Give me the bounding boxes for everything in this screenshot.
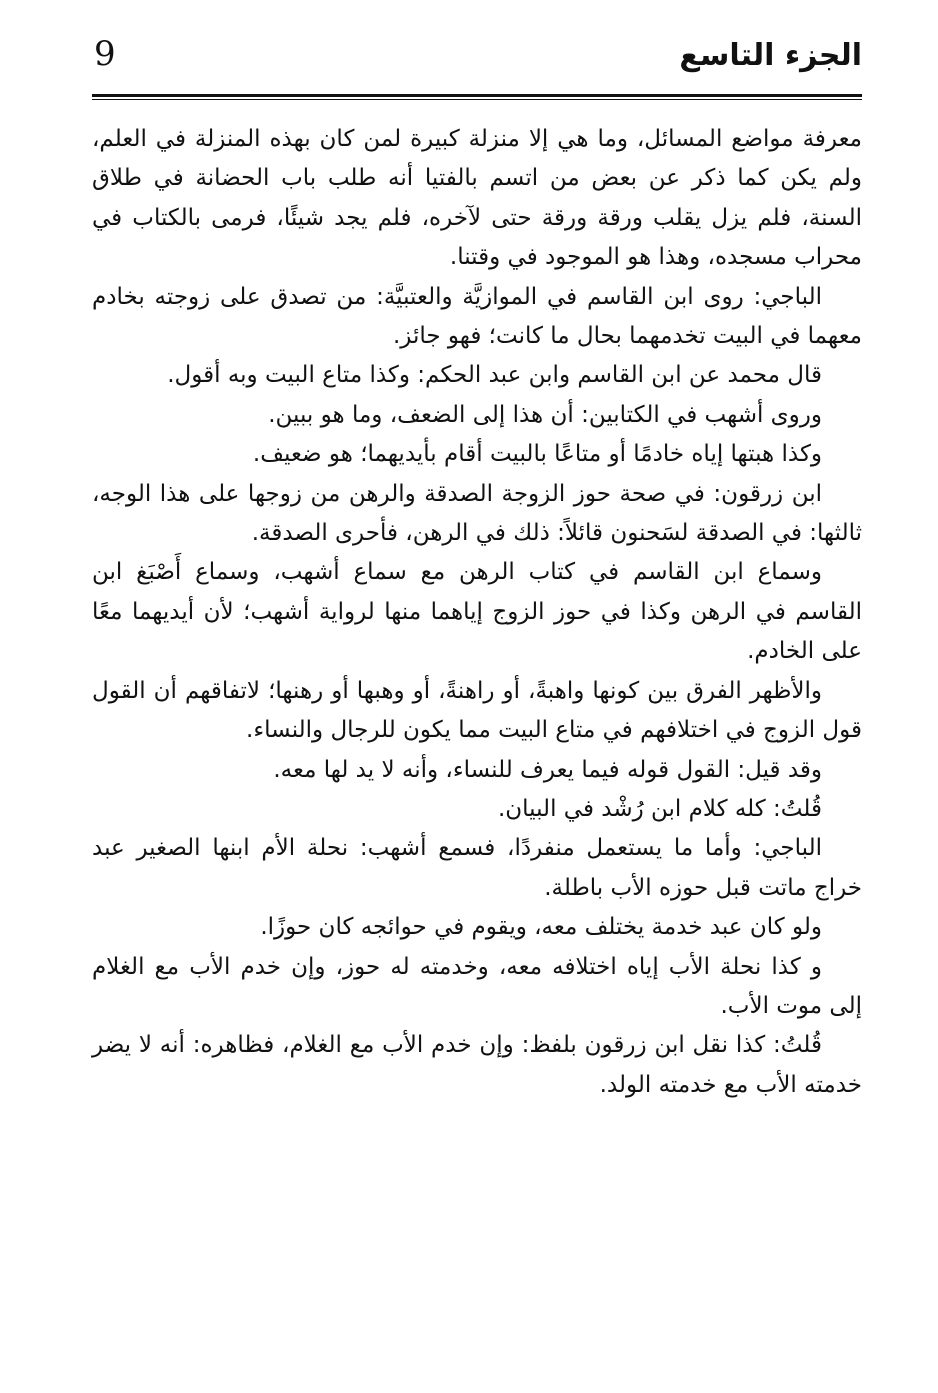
page-header (92, 30, 862, 94)
paragraph: قال محمد عن ابن القاسم وابن عبد الحكم: وكذا متاع البيت وبه أقول. (167, 362, 822, 389)
paragraph: ولو كان عبد خدمة يختلف معه، ويقوم في حوائجه كان حوزًا. (260, 914, 822, 941)
header-rule (92, 94, 862, 97)
paragraph: وقد قيل: القول قوله فيما يعرف للنساء، وأنه لا يد لها معه. (273, 756, 822, 783)
paragraph: وروى أشهب في الكتابين: أن هذا إلى الضعف، وما هو ببين. (268, 401, 822, 428)
body-text (92, 120, 862, 1105)
paragraph: وكذا هبتها إياه خادمًا أو متاعًا بالبيت أقام بأيديهما؛ هو ضعيف. (252, 441, 822, 468)
page-number: 9 (94, 34, 116, 74)
paragraph: وسماع ابن القاسم في كتاب الرهن مع سماع أشهب، وسماع أَصْبَغ ابن القاسم في الرهن وكذا في حوز الزوج إياهما منها لرواية أشهب؛ لأن أيديهما معًا على الخادم. (92, 559, 862, 665)
header-rule-thin (92, 99, 862, 100)
paragraph: معرفة مواضع المسائل، وما هي إلا منزلة كبيرة لمن كان بهذه المنزلة في العلم، ولم يكن كما ذكر عن بعض من اتسم بالفتيا أنه طلب باب الحضانة في طلاق السنة، فلم يزل يقلب ورقة ورقة حتى لآخره، فلم يجد شيئًا، فرمى بالكتاب في محراب مسجده، وهذا هو الموجود في وقتنا. (92, 126, 862, 271)
paragraph: قُلتُ: كله كلام ابن رُشْد في البيان. (497, 795, 822, 822)
paragraph: الباجي: وأما ما يستعمل منفردًا، فسمع أشهب: نحلة الأم ابنها الصغير عبد خراج ماتت قبل حوزه الأب باطلة. (92, 835, 862, 901)
paragraph: الباجي: روى ابن القاسم في الموازيَّة والعتبيَّة: من تصدق على زوجته بخادم معهما في البيت تخدمهما بحال ما كانت؛ فهو جائز. (92, 283, 862, 350)
paragraph: ابن زرقون: في صحة حوز الزوجة الصدقة والرهن من زوجها على هذا الوجه، ثالثها: في الصدقة لسَحنون قائلاً: ذلك في الرهن، فأحرى الصدقة. (92, 480, 862, 547)
paragraph: والأظهر الفرق بين كونها واهبةً، أو راهنةً، أو وهبها أو رهنها؛ لاتفاقهم أن القول قول الزوج في اختلافهم في متاع البيت مما يكون للرجال والنساء. (92, 677, 862, 744)
paragraph: قُلتُ: كذا نقل ابن زرقون بلفظ: وإن خدم الأب مع الغلام، فظاهره: أنه لا يضر خدمته الأب مع خدمته الولد. (92, 1032, 862, 1098)
paragraph: و كذا نحلة الأب إياه اختلافه معه، وخدمته له حوز، وإن خدم الأب مع الغلام إلى موت الأب. (92, 953, 862, 1019)
running-title: الجزء التاسع (679, 38, 862, 73)
